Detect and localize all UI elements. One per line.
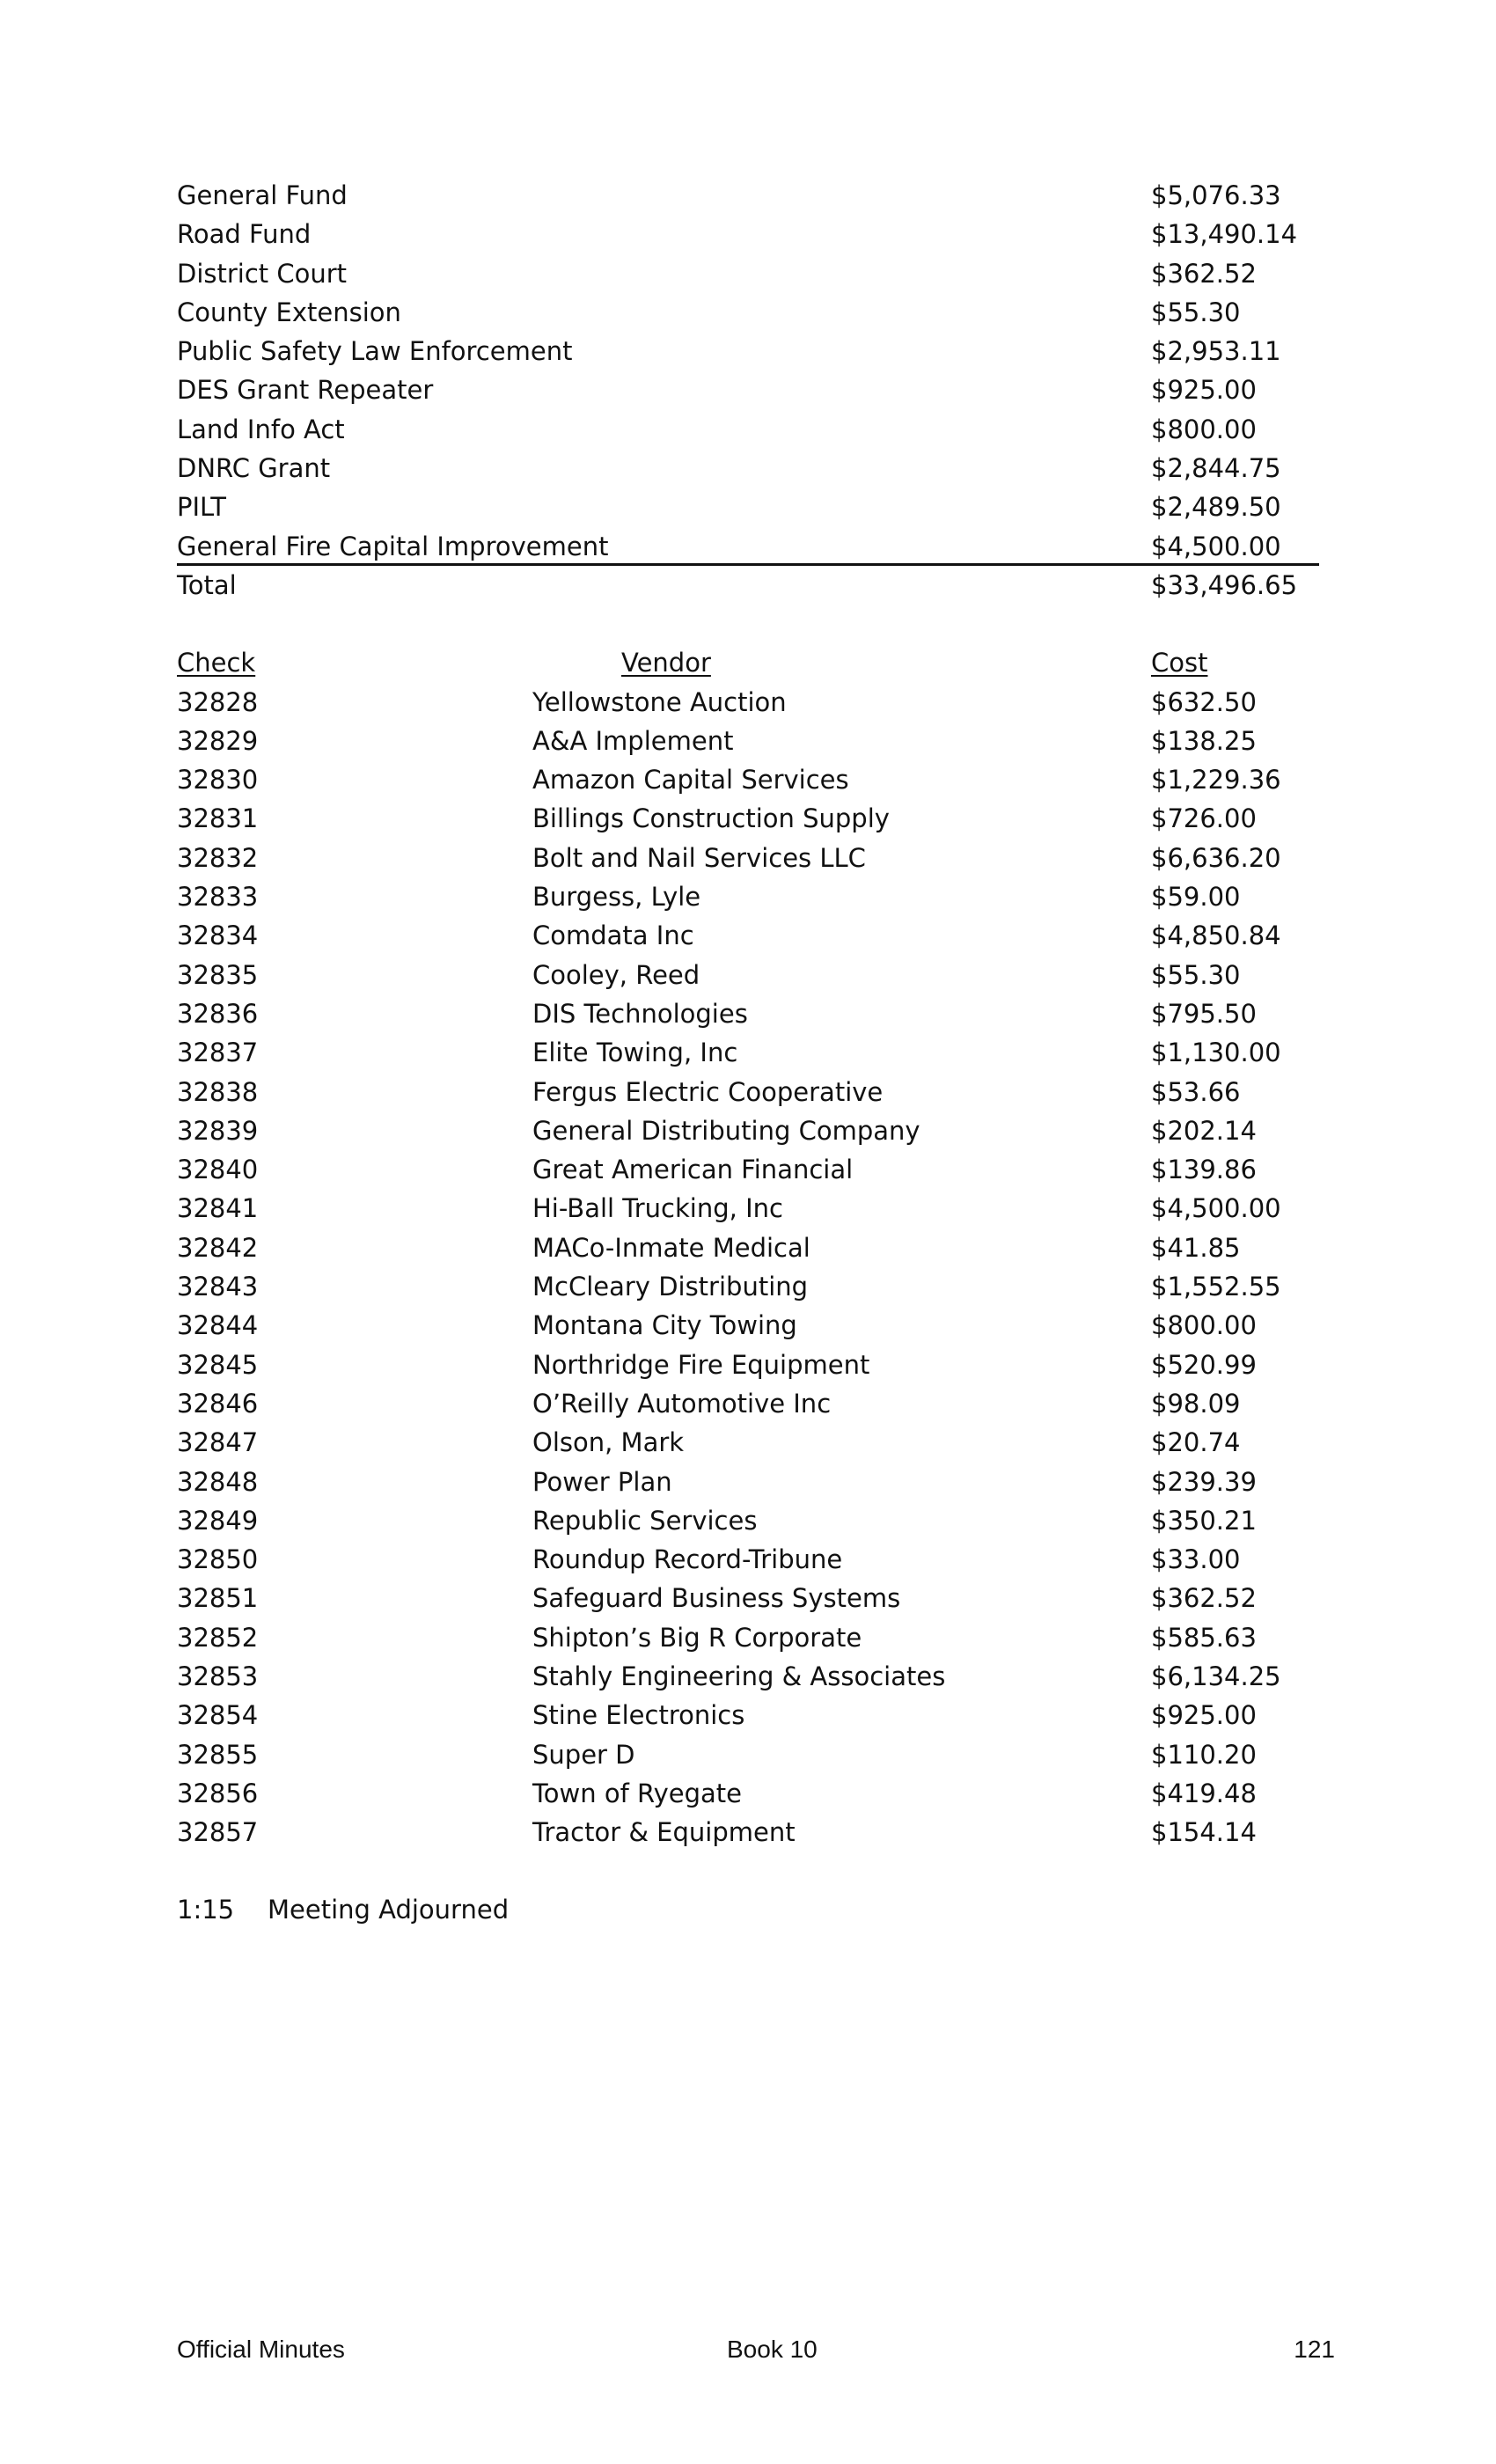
check-cost: $110.20 (1151, 1739, 1257, 1770)
check-number: 32831 (177, 803, 259, 834)
vendor-name: Bolt and Nail Services LLC (532, 842, 866, 873)
vendor-name: Comdata Inc (532, 920, 694, 951)
vendor-name: Super D (532, 1739, 635, 1770)
check-cost: $925.00 (1151, 1700, 1257, 1731)
table-row (177, 1463, 1321, 1501)
check-cost: $520.99 (1151, 1349, 1257, 1380)
check-number: 32830 (177, 765, 259, 796)
table-row (177, 1501, 1321, 1540)
checks-table-body (177, 683, 1321, 1852)
fund-amount: $55.30 (1151, 297, 1241, 327)
check-number: 32848 (177, 1466, 259, 1497)
vendor-name: Olson, Mark (532, 1427, 685, 1458)
table-row (177, 1657, 1321, 1696)
adjournment-text: Meeting Adjourned (268, 1895, 510, 1925)
check-number: 32842 (177, 1232, 259, 1263)
table-row (177, 1033, 1321, 1072)
vendor-name: Power Plan (532, 1466, 672, 1497)
table-row (177, 683, 1321, 722)
check-cost: $139.86 (1151, 1155, 1257, 1185)
table-row (177, 956, 1321, 994)
check-number: 32834 (177, 920, 259, 951)
fund-amount: $2,489.50 (1151, 492, 1281, 523)
vendor-name: Town of Ryegate (532, 1778, 742, 1808)
check-number: 32857 (177, 1817, 259, 1848)
check-number: 32838 (177, 1076, 259, 1107)
fund-amount: $5,076.33 (1151, 180, 1281, 210)
adjournment-time: 1:15 (177, 1895, 235, 1925)
check-number: 32833 (177, 882, 259, 913)
vendor-name: Fergus Electric Cooperative (532, 1076, 884, 1107)
check-cost: $350.21 (1151, 1505, 1257, 1536)
fund-label: Road Fund (177, 219, 312, 250)
fund-row (177, 410, 1321, 449)
check-number: 32849 (177, 1505, 259, 1536)
fund-label: PILT (177, 492, 226, 523)
fund-label: DES Grant Repeater (177, 375, 434, 406)
vendor-name: O’Reilly Automotive Inc (532, 1388, 832, 1419)
vendor-name: MACo-Inmate Medical (532, 1232, 810, 1263)
check-number: 32850 (177, 1544, 259, 1575)
table-row (177, 877, 1321, 916)
vendor-name: Republic Services (532, 1505, 758, 1536)
table-row (177, 1384, 1321, 1423)
vendor-name: Hi-Ball Trucking, Inc (532, 1193, 783, 1224)
fund-row (177, 527, 1319, 566)
vendor-name: DIS Technologies (532, 998, 748, 1029)
fund-row (177, 488, 1321, 526)
fund-row (177, 293, 1321, 332)
fund-label: General Fire Capital Improvement (177, 531, 609, 561)
check-number: 32853 (177, 1661, 259, 1691)
footer-book-number: Book 10 (727, 2336, 818, 2363)
vendor-name: Northridge Fire Equipment (532, 1349, 870, 1380)
check-number: 32829 (177, 725, 259, 756)
check-number: 32844 (177, 1310, 259, 1341)
table-row (177, 760, 1321, 799)
check-cost: $41.85 (1151, 1232, 1241, 1263)
table-row (177, 839, 1321, 877)
check-cost: $362.52 (1151, 1583, 1257, 1614)
table-row (177, 1306, 1321, 1345)
table-row (177, 1267, 1321, 1306)
check-cost: $98.09 (1151, 1388, 1241, 1419)
vendor-name: Billings Construction Supply (532, 803, 890, 834)
vendor-name: Amazon Capital Services (532, 765, 849, 796)
check-number: 32856 (177, 1778, 259, 1808)
check-column-header: Check (177, 648, 256, 678)
check-cost: $20.74 (1151, 1427, 1241, 1458)
table-row (177, 799, 1321, 838)
table-row (177, 994, 1321, 1033)
table-row (177, 1540, 1321, 1579)
check-cost: $138.25 (1151, 725, 1257, 756)
vendor-name: Yellowstone Auction (532, 686, 787, 717)
check-number: 32845 (177, 1349, 259, 1380)
table-row (177, 1189, 1321, 1228)
check-cost: $53.66 (1151, 1076, 1241, 1107)
total-label: Total (177, 569, 237, 600)
check-cost: $632.50 (1151, 686, 1257, 717)
check-cost: $1,229.36 (1151, 765, 1281, 796)
check-cost: $419.48 (1151, 1778, 1257, 1808)
check-number: 32854 (177, 1700, 259, 1731)
vendor-name: Roundup Record-Tribune (532, 1544, 843, 1575)
fund-amount: $13,490.14 (1151, 219, 1298, 250)
adjournment-line (177, 1890, 1321, 1929)
check-number: 32828 (177, 686, 259, 717)
fund-row (177, 215, 1321, 253)
check-cost: $33.00 (1151, 1544, 1241, 1575)
table-row (177, 1423, 1321, 1462)
fund-amount: $925.00 (1151, 375, 1257, 406)
section-spacer (177, 605, 1321, 643)
check-cost: $795.50 (1151, 998, 1257, 1029)
vendor-name: McCleary Distributing (532, 1272, 809, 1302)
page-footer (177, 2332, 1335, 2367)
vendor-name: Elite Towing, Inc (532, 1038, 738, 1068)
vendor-name: Stine Electronics (532, 1700, 745, 1731)
fund-label: Land Info Act (177, 414, 345, 444)
table-row (177, 722, 1321, 760)
fund-label: General Fund (177, 180, 348, 210)
check-cost: $239.39 (1151, 1466, 1257, 1497)
check-number: 32843 (177, 1272, 259, 1302)
check-cost: $4,850.84 (1151, 920, 1281, 951)
table-row (177, 1346, 1321, 1384)
vendor-name: Montana City Towing (532, 1310, 797, 1341)
check-cost: $55.30 (1151, 959, 1241, 990)
check-number: 32851 (177, 1583, 259, 1614)
vendor-name: A&A Implement (532, 725, 734, 756)
table-row (177, 1696, 1321, 1734)
checks-table-header (177, 643, 1321, 682)
check-cost: $4,500.00 (1151, 1193, 1281, 1224)
fund-label: District Court (177, 258, 348, 289)
table-row (177, 1150, 1321, 1189)
fund-amount: $2,844.75 (1151, 453, 1281, 484)
check-number: 32855 (177, 1739, 259, 1770)
vendor-name: General Distributing Company (532, 1115, 920, 1146)
check-cost: $59.00 (1151, 882, 1241, 913)
check-cost: $1,552.55 (1151, 1272, 1281, 1302)
check-number: 32837 (177, 1038, 259, 1068)
check-cost: $6,134.25 (1151, 1661, 1281, 1691)
vendor-name: Safeguard Business Systems (532, 1583, 901, 1614)
footer-page-number: 121 (1294, 2336, 1335, 2363)
table-row (177, 1579, 1321, 1617)
table-row (177, 1735, 1321, 1774)
table-row (177, 1618, 1321, 1657)
table-row (177, 1228, 1321, 1267)
fund-summary-list (177, 176, 1321, 566)
check-number: 32835 (177, 959, 259, 990)
check-cost: $6,636.20 (1151, 842, 1281, 873)
total-amount: $33,496.65 (1151, 569, 1298, 600)
check-number: 32841 (177, 1193, 259, 1224)
footer-document-title: Official Minutes (177, 2336, 345, 2363)
check-number: 32852 (177, 1622, 259, 1653)
fund-label: County Extension (177, 297, 401, 327)
fund-row (177, 449, 1321, 488)
vendor-name: Tractor & Equipment (532, 1817, 796, 1848)
check-cost: $726.00 (1151, 803, 1257, 834)
check-number: 32846 (177, 1388, 259, 1419)
vendor-name: Great American Financial (532, 1155, 854, 1185)
minutes-content (177, 176, 1321, 1930)
check-cost: $585.63 (1151, 1622, 1257, 1653)
check-number: 32836 (177, 998, 259, 1029)
vendor-column-header: Vendor (621, 648, 711, 678)
fund-row (177, 332, 1321, 370)
fund-amount: $800.00 (1151, 414, 1257, 444)
vendor-name: Stahly Engineering & Associates (532, 1661, 946, 1691)
check-number: 32832 (177, 842, 259, 873)
vendor-name: Burgess, Lyle (532, 882, 701, 913)
table-row (177, 1774, 1321, 1813)
fund-amount: $4,500.00 (1151, 531, 1281, 561)
table-row (177, 1111, 1321, 1150)
fund-row (177, 254, 1321, 293)
table-row (177, 916, 1321, 955)
check-number: 32847 (177, 1427, 259, 1458)
vendor-name: Shipton’s Big R Corporate (532, 1622, 862, 1653)
check-cost: $154.14 (1151, 1817, 1257, 1848)
table-row (177, 1073, 1321, 1111)
check-cost: $202.14 (1151, 1115, 1257, 1146)
fund-amount: $2,953.11 (1151, 336, 1281, 367)
check-number: 32839 (177, 1115, 259, 1146)
fund-row (177, 176, 1321, 215)
table-row (177, 1813, 1321, 1852)
fund-total-row (177, 566, 1321, 605)
fund-label: DNRC Grant (177, 453, 331, 484)
cost-column-header: Cost (1151, 648, 1208, 678)
fund-row (177, 370, 1321, 409)
check-cost: $1,130.00 (1151, 1038, 1281, 1068)
fund-label: Public Safety Law Enforcement (177, 336, 573, 367)
check-number: 32840 (177, 1155, 259, 1185)
fund-amount: $362.52 (1151, 258, 1257, 289)
vendor-name: Cooley, Reed (532, 959, 700, 990)
check-cost: $800.00 (1151, 1310, 1257, 1341)
